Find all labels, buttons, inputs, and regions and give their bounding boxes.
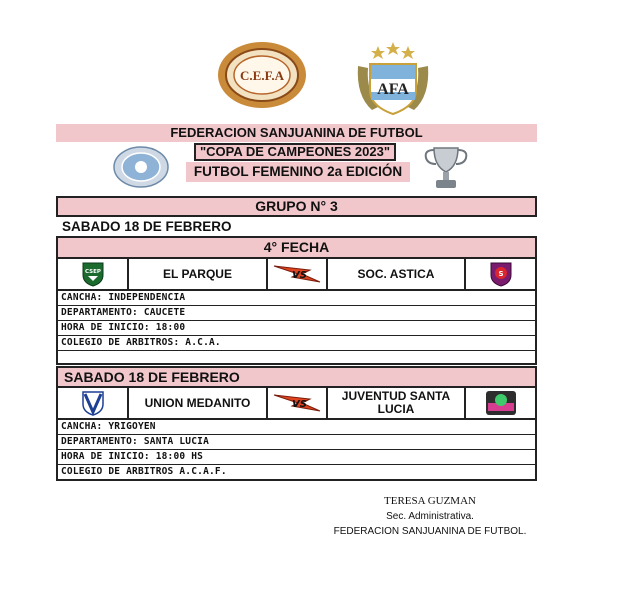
svg-text:VS: VS <box>292 270 307 281</box>
teams-row <box>58 388 535 420</box>
home-team: EL PARQUE <box>129 259 268 289</box>
afa-logo-text: AFA <box>377 81 409 98</box>
federation-title: FEDERACION SANJUANINA DE FUTBOL <box>170 125 423 140</box>
signature-org: FEDERACION SANJUANINA DE FUTBOL. <box>333 526 527 537</box>
svg-text:S: S <box>497 270 504 278</box>
versus-cell <box>268 388 328 418</box>
svg-text:VS: VS <box>292 399 307 410</box>
versus-cell <box>268 259 328 289</box>
cup-title: "COPA DE CAMPEONES 2023" <box>194 143 396 161</box>
referees-row: COLEGIO DE ARBITROS: A.C.A. <box>58 336 535 351</box>
away-badge-cell <box>466 388 535 418</box>
union-medanito-badge-icon <box>80 390 106 416</box>
start-time-row: HORA DE INICIO: 18:00 <box>58 321 535 336</box>
match-block-2 <box>56 366 537 481</box>
vs-icon <box>272 262 322 286</box>
away-team: SOC. ASTICA <box>328 259 466 289</box>
match-block-1 <box>56 236 537 365</box>
spacer-row <box>58 351 535 363</box>
match-date-2: SABADO 18 DE FEBRERO <box>58 368 535 388</box>
home-team: UNION MEDANITO <box>129 388 268 418</box>
cefa-logo <box>214 40 310 110</box>
department-row: DEPARTAMENTO: CAUCETE <box>58 306 535 321</box>
federation-crest <box>113 146 169 188</box>
edition-title: FUTBOL FEMENINO 2a EDICIÓN <box>186 162 410 182</box>
cefa-logo-text: C.E.F.A <box>240 68 284 83</box>
signature-role: Sec. Administrativa. <box>386 511 474 522</box>
referees-row: COLEGIO DE ARBITROS A.C.A.F. <box>61 466 227 477</box>
home-badge-cell <box>58 259 129 289</box>
home-badge-text: CSEP <box>84 269 101 275</box>
juventud-santa-lucia-badge-icon <box>485 390 517 416</box>
venue-row: CANCHA: INDEPENDENCIA <box>58 291 535 306</box>
away-badge-cell <box>466 259 535 289</box>
teams-row <box>58 259 535 291</box>
soc-astica-badge-icon <box>488 261 514 287</box>
home-badge-cell <box>58 388 129 418</box>
signature-name: TERESA GUZMAN <box>384 495 476 507</box>
vs-icon <box>272 391 322 415</box>
round-label: 4° FECHA <box>58 238 535 259</box>
match-date-1: SABADO 18 DE FEBRERO <box>62 219 232 234</box>
away-team: JUVENTUD SANTA LUCIA <box>328 388 466 418</box>
venue-row: CANCHA: YRIGOYEN <box>58 420 535 435</box>
trophy-icon <box>420 144 472 192</box>
department-row: DEPARTAMENTO: SANTA LUCIA <box>58 435 535 450</box>
group-title: GRUPO N° 3 <box>56 196 537 217</box>
start-time-row: HORA DE INICIO: 18:00 HS <box>58 450 535 465</box>
el-parque-badge-icon <box>80 261 106 287</box>
afa-logo <box>350 40 436 120</box>
